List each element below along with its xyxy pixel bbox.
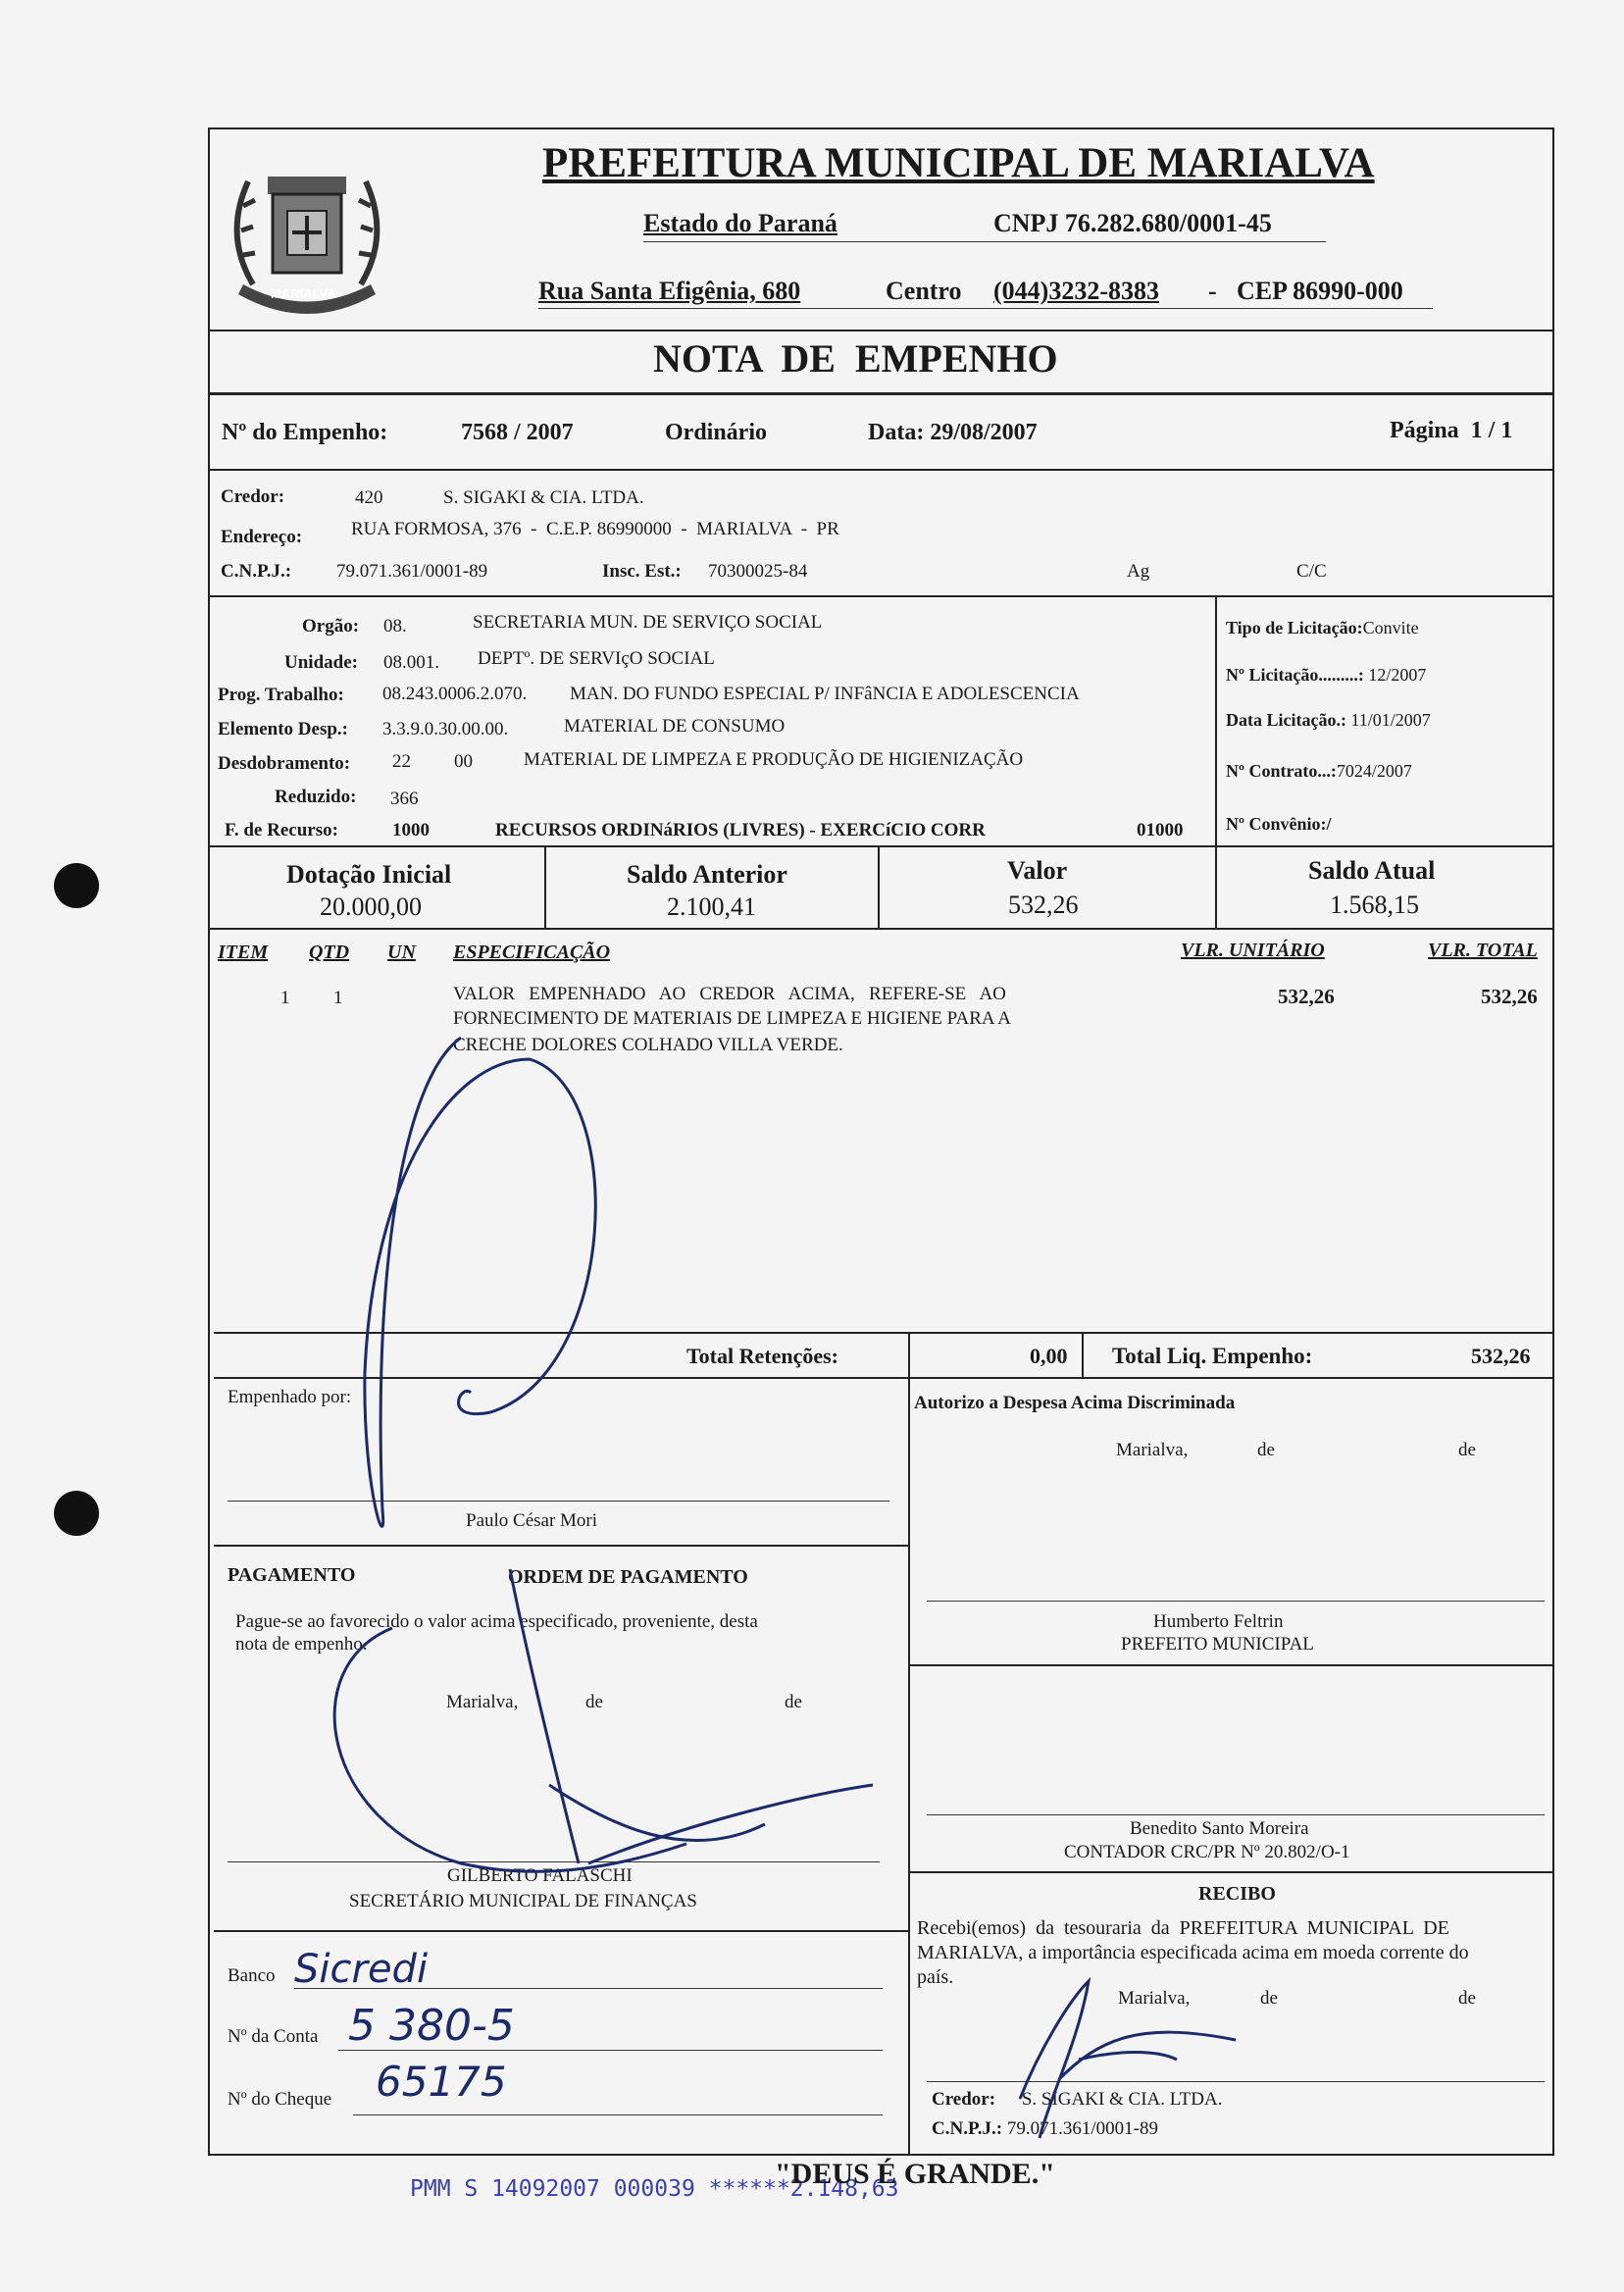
recibo-text-2: MARIALVA, a importância especificada acima em moeda corrente do: [917, 1942, 1469, 1963]
ordem-pagamento-label: ORDEM DE PAGAMENTO: [508, 1566, 748, 1588]
pagamento-label: PAGAMENTO: [228, 1564, 356, 1586]
empenho-type: Ordinário: [665, 420, 768, 445]
licitacao-tipo-label: Tipo de Licitação:: [1226, 618, 1363, 637]
municipal-seal: [214, 137, 400, 333]
recibo-credor-name: S. SIGAKI & CIA. LTDA.: [1021, 2089, 1223, 2110]
divider: [908, 1871, 1554, 1873]
recibo-text-1: Recebi(emos) da tesouraria da PREFEITURA MUNICIPAL DE: [917, 1917, 1449, 1939]
contador-signature-line: [927, 1814, 1545, 1815]
banco-line: [294, 1988, 883, 1989]
recurso-label: F. de Recurso:: [225, 820, 338, 840]
contador-title: CONTADOR CRC/PR Nº 20.802/O-1: [1064, 1842, 1350, 1862]
divider: [214, 1332, 1554, 1334]
endereco-label: Endereço:: [221, 527, 303, 547]
saldo-atual-value: 1.568,15: [1330, 891, 1419, 919]
reduzido-value: 366: [390, 789, 419, 809]
prog-label: Prog. Trabalho:: [218, 685, 344, 705]
pagamento-text-2: nota de empenho.: [235, 1634, 368, 1655]
cheque-handwritten: 65175: [376, 2058, 507, 2106]
header-state: Estado do Paraná: [643, 209, 837, 237]
punch-hole: [54, 1491, 99, 1536]
prog-name: MAN. DO FUNDO ESPECIAL P/ INFâNCIA E ADOLESCENCIA: [570, 684, 1080, 704]
elemento-label: Elemento Desp.:: [218, 719, 348, 739]
authentication-stamp: PMM S 14092007 000039 ******2.148,63: [410, 2176, 899, 2202]
valor-label: Valor: [1007, 856, 1068, 885]
empenhado-name: Paulo César Mori: [466, 1510, 598, 1531]
empenhado-signature-line: [228, 1501, 889, 1502]
cheque-line: [353, 2114, 883, 2115]
credor-label: Credor:: [221, 486, 285, 507]
recibo-credor-label: Credor:: [932, 2089, 996, 2110]
licitacao-data-label: Data Licitação.:: [1226, 710, 1346, 730]
recibo-de-1: de: [1260, 1988, 1278, 2009]
recibo-cnpj-label: C.N.P.J.:: [932, 2118, 1003, 2139]
saldo-anterior-label: Saldo Anterior: [627, 860, 787, 889]
banco-handwritten: Sicredi: [294, 1947, 429, 1992]
page-number: Página 1 / 1: [1390, 418, 1513, 443]
empenhado-label: Empenhado por:: [228, 1387, 352, 1407]
recibo-city: Marialva,: [1118, 1988, 1191, 2009]
col-espec-header: ESPECIFICAÇÃO: [453, 942, 611, 963]
total-liquido-label: Total Liq. Empenho:: [1112, 1344, 1313, 1368]
prefeito-signature-line: [927, 1601, 1545, 1602]
divider: [208, 469, 1554, 471]
credor-name: S. SIGAKI & CIA. LTDA.: [443, 487, 644, 508]
total-liquido-value: 532,26: [1471, 1344, 1531, 1368]
divider: [208, 392, 1554, 395]
elemento-name: MATERIAL DE CONSUMO: [564, 716, 786, 737]
recibo-text-3: país.: [917, 1966, 954, 1988]
item-number: 1: [280, 988, 290, 1008]
item-unit-price: 532,26: [1278, 985, 1335, 1008]
header-phone: (044)3232-8383: [993, 277, 1159, 305]
saldo-atual-label: Saldo Atual: [1308, 856, 1436, 885]
licitacao-contrato-label: Nº Contrato...:: [1226, 761, 1337, 781]
divider: [544, 845, 546, 928]
divider: [908, 1664, 1554, 1666]
item-desc-line-1: VALOR EMPENHADO AO CREDOR ACIMA, REFERE-SE AO: [453, 984, 1006, 1004]
desdobramento-name: MATERIAL DE LIMPEZA E PRODUÇÃO DE HIGIENIZAÇÃO: [524, 749, 1024, 770]
cheque-label: Nº do Cheque: [228, 2089, 332, 2110]
desdobramento-code-1: 22: [392, 751, 411, 772]
insc-label: Insc. Est.:: [602, 561, 682, 582]
header-district: Centro: [886, 277, 962, 305]
divider: [878, 845, 880, 928]
prefeito-title: PREFEITO MUNICIPAL: [1121, 1634, 1314, 1655]
col-un-header: UN: [387, 942, 416, 963]
licitacao-data-value: 11/01/2007: [1350, 710, 1431, 730]
conta-label: Nº da Conta: [228, 2026, 319, 2047]
recurso-name: RECURSOS ORDINáRIOS (LIVRES) - EXERCíCIO CORR: [495, 820, 986, 840]
footer-motto: "DEUS É GRANDE.": [775, 2158, 1055, 2190]
total-retencoes-label: Total Retenções:: [686, 1344, 838, 1368]
punch-hole: [54, 863, 99, 908]
endereco-value: RUA FORMOSA, 376 - C.E.P. 86990000 - MARIALVA - PR: [351, 519, 839, 539]
ag-label: Ag: [1127, 561, 1150, 582]
total-retencoes-value: 0,00: [1030, 1344, 1068, 1368]
secretario-name: GILBERTO FALASCHI: [447, 1865, 633, 1886]
contador-name: Benedito Santo Moreira: [1130, 1818, 1309, 1839]
item-qtd: 1: [333, 988, 343, 1008]
item-total-price: 532,26: [1481, 985, 1538, 1008]
conta-handwritten: 5 380-5: [348, 2001, 515, 2051]
valor-value: 532,26: [1008, 891, 1079, 919]
item-desc-line-2: FORNECIMENTO DE MATERIAIS DE LIMPEZA E HIGIENE PARA A: [453, 1008, 1011, 1029]
prog-code: 08.243.0006.2.070.: [382, 684, 528, 704]
orgao-label: Orgão:: [302, 616, 360, 637]
dotacao-label: Dotação Inicial: [286, 860, 452, 889]
licitacao-contrato: [1226, 761, 1412, 782]
conta-line: [338, 2050, 883, 2051]
licitacao-numero-value: 12/2007: [1368, 665, 1427, 685]
recibo-credor: [932, 2089, 1222, 2111]
autorizo-city: Marialva,: [1116, 1440, 1189, 1460]
cnpj-value: 79.071.361/0001-89: [336, 561, 488, 582]
banco-label: Banco: [228, 1965, 276, 1986]
recurso-code-2: 01000: [1137, 820, 1184, 840]
divider: [908, 1377, 910, 2156]
licitacao-numero: [1226, 665, 1426, 686]
saldo-anterior-value: 2.100,41: [667, 892, 756, 921]
unidade-label: Unidade:: [284, 652, 358, 673]
recibo-de-2: de: [1458, 1988, 1476, 2009]
pagamento-text-1: Pague-se ao favorecido o valor acima especificado, proveniente, desta: [235, 1611, 758, 1632]
licitacao-tipo-value: Convite: [1362, 618, 1419, 637]
col-total-header: VLR. TOTAL: [1428, 940, 1538, 961]
dotacao-value: 20.000,00: [320, 892, 422, 921]
header-underline-1: [643, 241, 1326, 242]
licitacao-numero-label: Nº Licitação.........:: [1226, 665, 1364, 685]
recurso-code: 1000: [392, 820, 430, 840]
divider: [1082, 1332, 1084, 1377]
divider: [208, 845, 1554, 847]
orgao-code: 08.: [383, 616, 407, 637]
autorizo-label: Autorizo a Despesa Acima Discriminada: [914, 1393, 1236, 1413]
seal-icon: [214, 137, 400, 333]
divider: [1215, 845, 1217, 928]
seal-ribbon-text: MARIALVA: [271, 286, 336, 301]
page-title: PREFEITURA MUNICIPAL DE MARIALVA: [542, 140, 1375, 186]
divider: [1215, 595, 1217, 846]
secretario-signature-line: [228, 1861, 880, 1862]
item-desc-line-3: CRECHE DOLORES COLHADO VILLA VERDE.: [453, 1035, 843, 1055]
col-item-header: ITEM: [218, 942, 269, 963]
pagamento-city: Marialva,: [446, 1692, 519, 1712]
divider: [208, 595, 1554, 597]
empenho-label: Nº do Empenho:: [222, 420, 388, 445]
licitacao-tipo: [1226, 618, 1419, 638]
empenho-date: Data: 29/08/2007: [868, 420, 1038, 445]
unidade-code: 08.001.: [383, 652, 439, 673]
header-cep: CEP 86990-000: [1237, 277, 1403, 305]
empenho-number: 7568 / 2007: [461, 420, 574, 445]
pagamento-de-2: de: [785, 1692, 802, 1712]
header-underline-2: [538, 308, 1433, 309]
licitacao-data: [1226, 710, 1431, 731]
desdobramento-label: Desdobramento:: [218, 753, 351, 774]
divider: [208, 928, 1554, 930]
elemento-code: 3.3.9.0.30.00.00.: [382, 719, 509, 739]
pagamento-de-1: de: [585, 1692, 603, 1712]
unidade-name: DEPTº. DE SERVIçO SOCIAL: [478, 648, 715, 669]
divider: [908, 1332, 910, 1377]
col-qtd-header: QTD: [309, 942, 350, 963]
cnpj-label: C.N.P.J.:: [221, 561, 292, 582]
recibo-title: RECIBO: [1198, 1883, 1276, 1905]
secretario-title: SECRETÁRIO MUNICIPAL DE FINANÇAS: [349, 1891, 697, 1911]
cc-label: C/C: [1296, 561, 1327, 582]
divider: [208, 330, 1554, 331]
divider: [214, 1930, 908, 1932]
divider: [214, 1545, 908, 1547]
orgao-name: SECRETARIA MUN. DE SERVIÇO SOCIAL: [473, 612, 823, 633]
desdobramento-code-2: 00: [454, 751, 473, 772]
header-cnpj: CNPJ 76.282.680/0001-45: [993, 209, 1272, 237]
recibo-cnpj-value: 79.071.361/0001-89: [1006, 2118, 1158, 2139]
prefeito-name: Humberto Feltrin: [1153, 1611, 1284, 1632]
recibo-cnpj: [932, 2118, 1158, 2140]
divider: [214, 1377, 1554, 1379]
autorizo-de-2: de: [1458, 1440, 1476, 1460]
reduzido-label: Reduzido:: [275, 787, 357, 807]
licitacao-convenio: Nº Convênio:/: [1226, 814, 1332, 834]
header-separator: -: [1208, 277, 1217, 305]
insc-value: 70300025-84: [708, 561, 808, 582]
autorizo-de-1: de: [1257, 1440, 1275, 1460]
recibo-signature-line: [927, 2081, 1545, 2082]
col-unit-header: VLR. UNITÁRIO: [1181, 940, 1325, 961]
header-address: Rua Santa Efigênia, 680: [538, 277, 801, 305]
document-title: NOTA DE EMPENHO: [653, 336, 1058, 381]
credor-code: 420: [355, 487, 383, 508]
licitacao-contrato-value: 7024/2007: [1336, 761, 1412, 781]
